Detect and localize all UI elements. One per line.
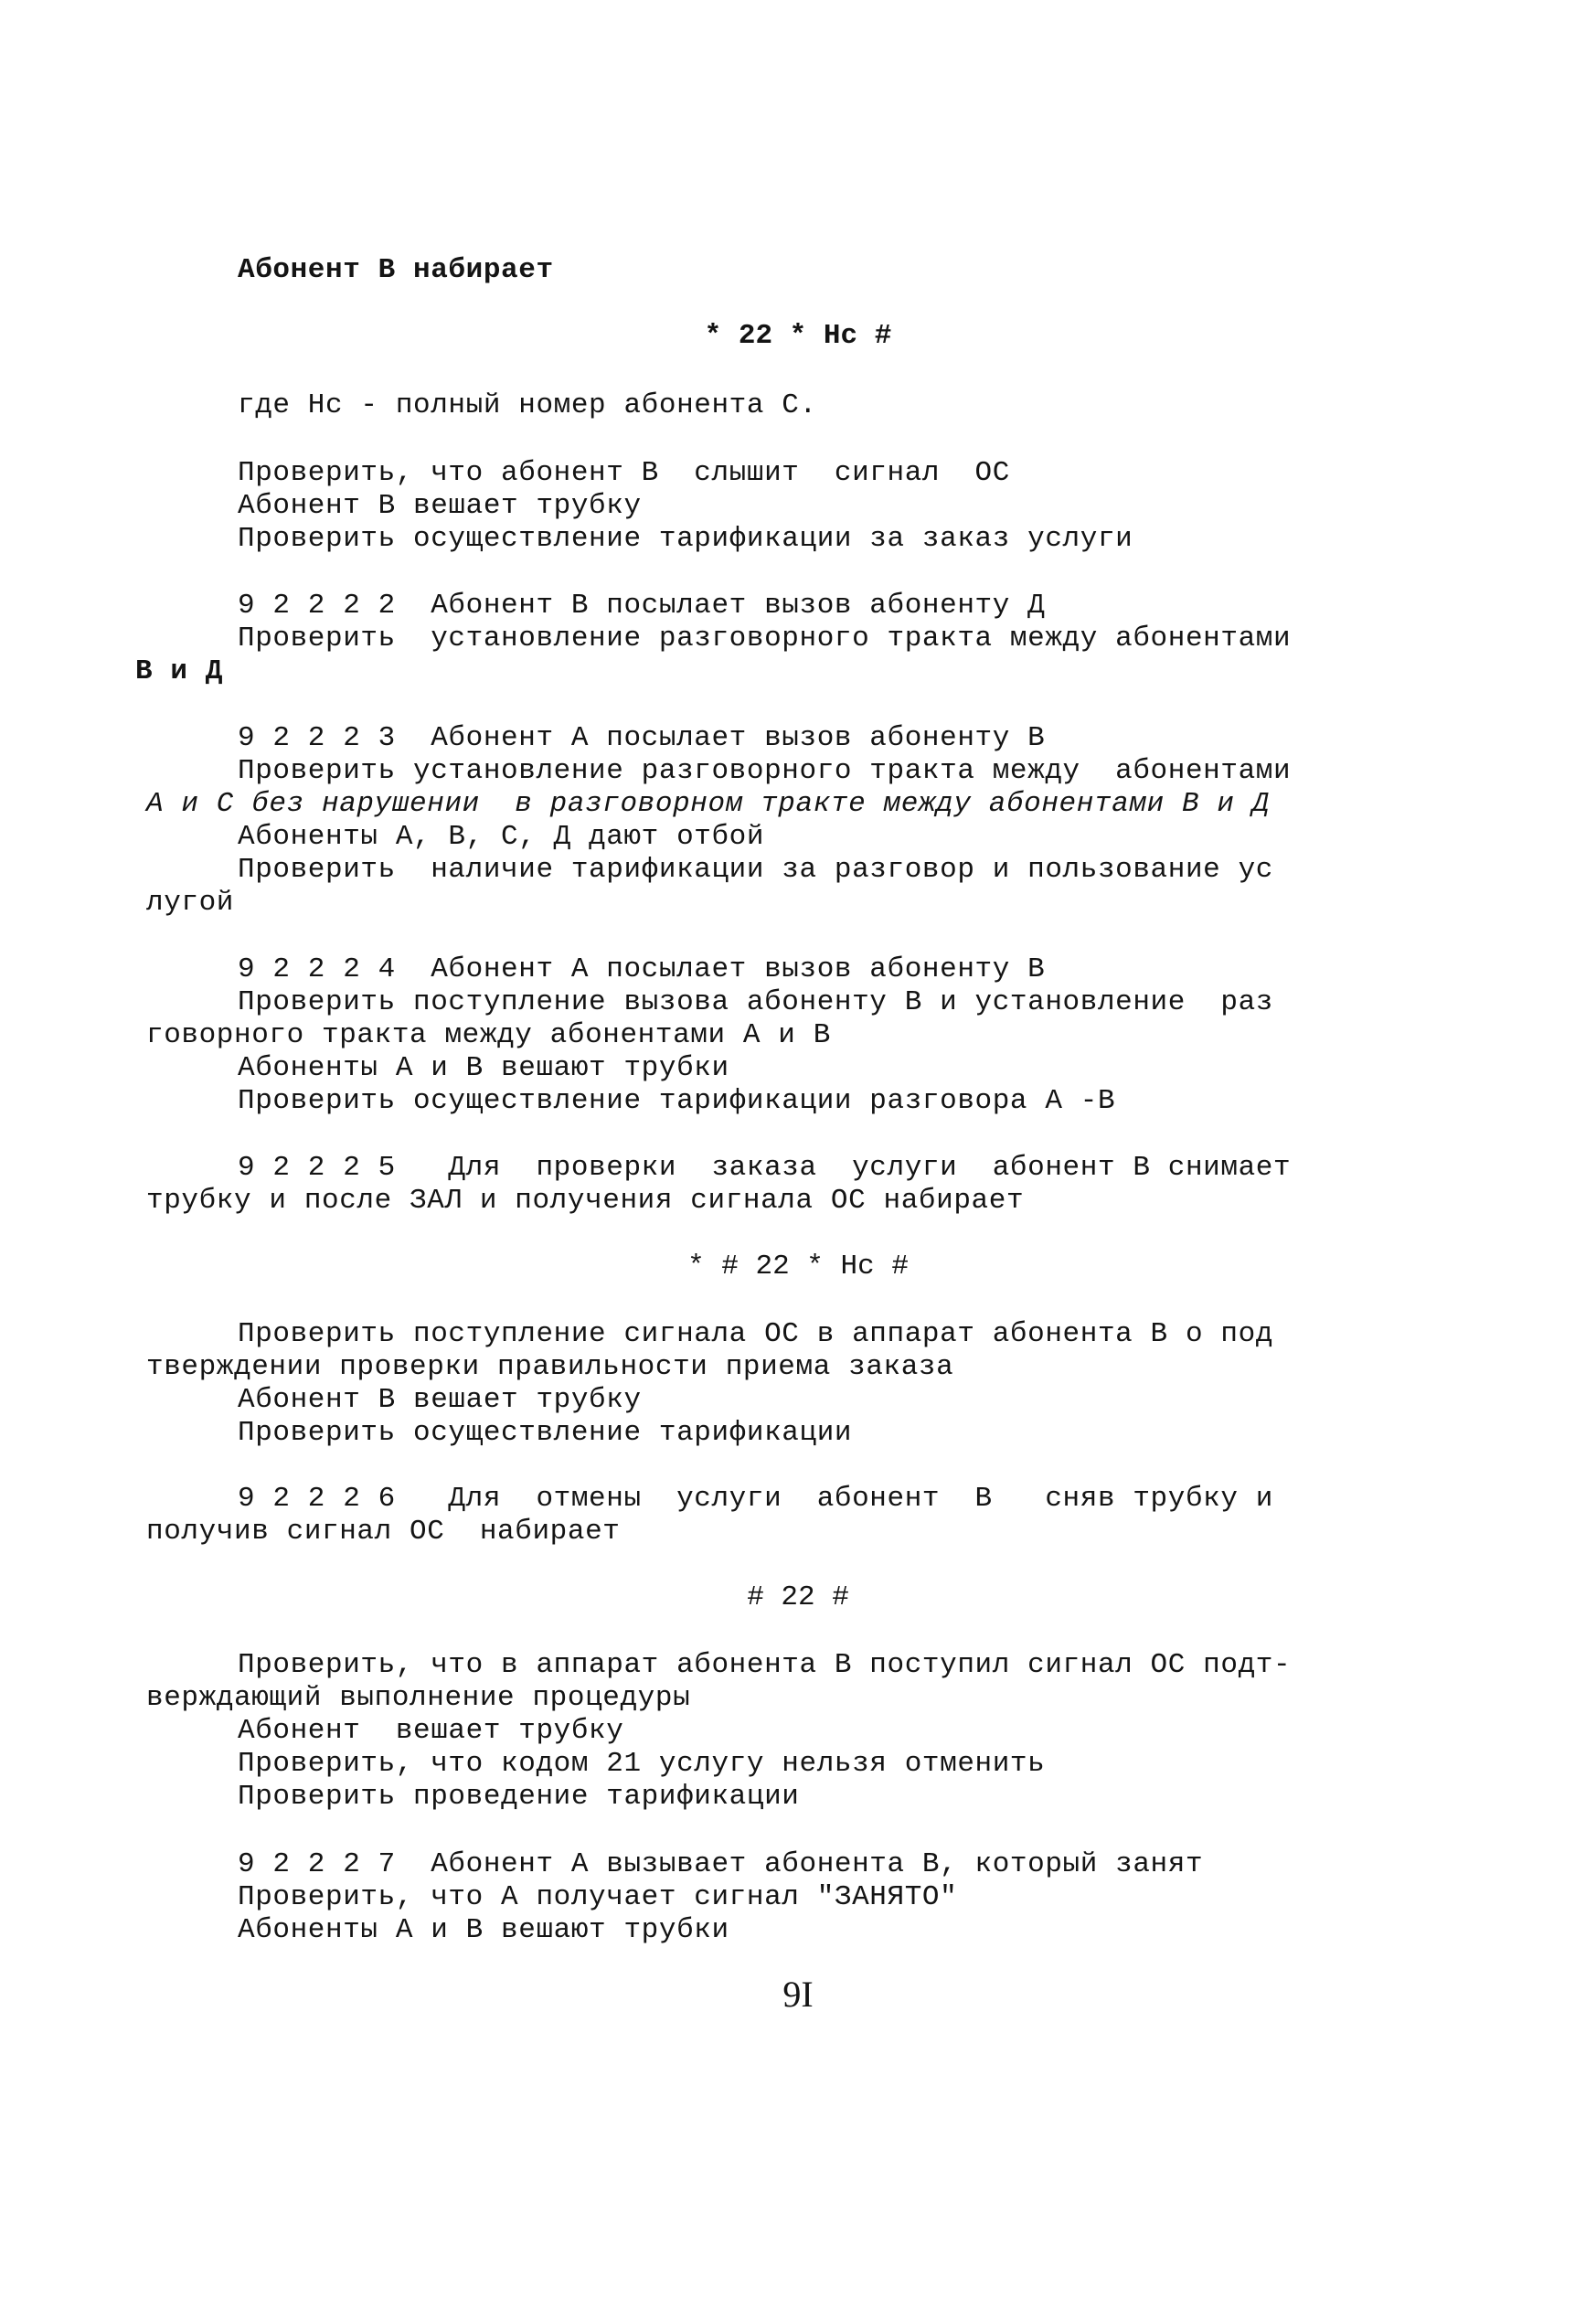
text-line: Проверить поступление вызова абоненту В и установление раз: [238, 986, 1273, 1018]
text-line: тверждении проверки правильности приема заказа: [146, 1351, 954, 1383]
text-line: Проверить осуществление тарификации разговора А -В: [238, 1085, 1116, 1117]
text-line: Проверить установление разговорного тракта между абонентами: [238, 623, 1292, 655]
page-number: 9I: [782, 1974, 814, 2015]
item-9-2-2-2-5: 9 2 2 2 5 Для проверки заказа услуги абонент В снимает: [238, 1152, 1292, 1184]
text-line: получив сигнал ОС набирает: [146, 1516, 621, 1548]
text-line: Абоненты А и В вешают трубки: [238, 1052, 729, 1084]
text-line: Абонент вешает трубку: [238, 1715, 624, 1747]
heading: Абонент В набирает: [238, 254, 554, 286]
text-line: лугой: [146, 887, 235, 919]
text-line: Проверить осуществление тарификации за заказ услуги: [238, 523, 1133, 555]
item-9-2-2-2-3: 9 2 2 2 3 Абонент А посылает вызов абоненту В: [238, 722, 1046, 754]
text-line: Проверить осуществление тарификации: [238, 1417, 853, 1449]
text-line: А и С без нарушении в разговорном тракте между абонентами В и Д: [146, 788, 1270, 820]
text-line: Проверить, что абонент В слышит сигнал ОС: [238, 457, 1010, 489]
dial-code-register: * 22 * Нс #: [704, 320, 892, 352]
text-line: Проверить проведение тарификации: [238, 1781, 800, 1813]
text-line: верждающий выполнение процедуры: [146, 1682, 691, 1714]
dial-code-verify: * # 22 * Нс #: [687, 1251, 909, 1283]
item-9-2-2-2-2: 9 2 2 2 2 Абонент В посылает вызов абоненту Д: [238, 590, 1046, 622]
text-line: Проверить, что в аппарат абонента В поступил сигнал ОС подт-: [238, 1649, 1292, 1681]
text-line: Проверить наличие тарификации за разговор и пользование ус: [238, 854, 1273, 886]
text-line: Абоненты А, В, С, Д дают отбой: [238, 821, 765, 853]
text-line: трубку и после ЗАЛ и получения сигнала ОС набирает: [146, 1185, 1025, 1217]
text-line: В и Д: [135, 655, 224, 687]
text-line: Проверить поступление сигнала ОС в аппарат абонента В о под: [238, 1318, 1273, 1350]
text-line: Проверить, что кодом 21 услугу нельзя отменить: [238, 1748, 1046, 1780]
text-line: Абонент В вешает трубку: [238, 490, 642, 522]
item-9-2-2-2-6: 9 2 2 2 6 Для отмены услуги абонент В сняв трубку и: [238, 1483, 1273, 1515]
text-line: Абоненты А и В вешают трубки: [238, 1914, 729, 1946]
where-note: где Нс - полный номер абонента С.: [238, 389, 817, 421]
text-line: Проверить, что А получает сигнал "ЗАНЯТО": [238, 1881, 958, 1913]
text-line: Абонент В вешает трубку: [238, 1384, 642, 1416]
item-9-2-2-2-4: 9 2 2 2 4 Абонент А посылает вызов абоненту В: [238, 953, 1046, 985]
text-line: говорного тракта между абонентами А и В: [146, 1019, 831, 1051]
dial-code-cancel: # 22 #: [747, 1581, 849, 1613]
text-line: Проверить установление разговорного тракта между абонентами: [238, 755, 1292, 787]
item-9-2-2-2-7: 9 2 2 2 7 Абонент А вызывает абонента В, который занят: [238, 1848, 1204, 1880]
